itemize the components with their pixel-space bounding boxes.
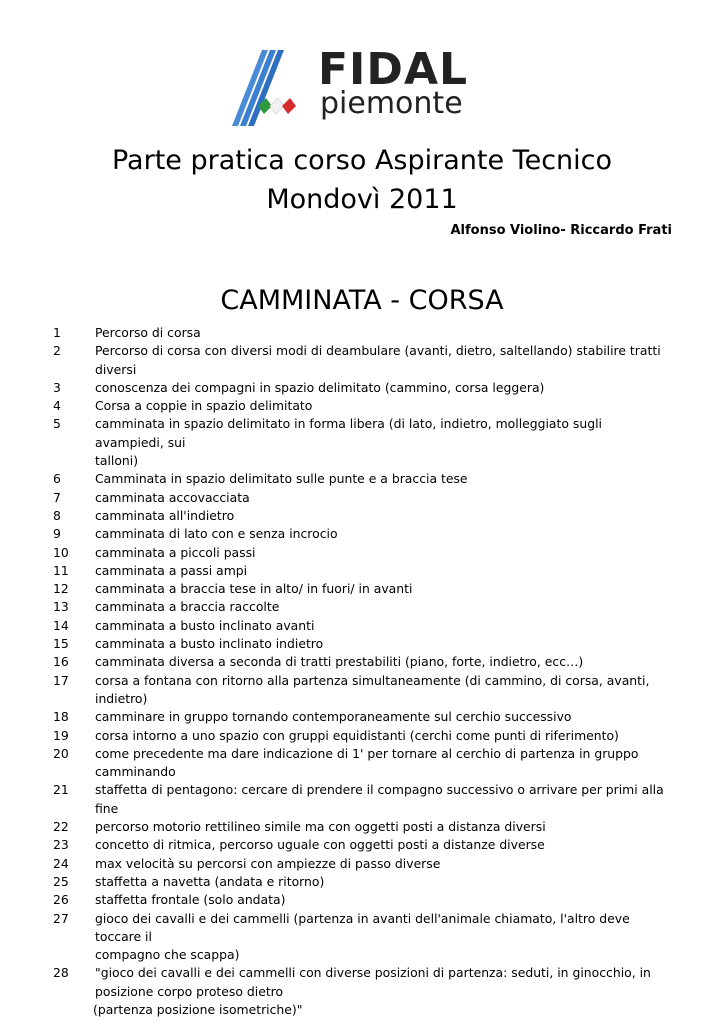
list-item-number: 15: [53, 636, 69, 652]
list-item-text: corsa a fontana con ritorno alla partenza simultaneamente (di cammino, di corsa, avanti,: [95, 672, 650, 688]
list-item-text: camminata a braccia tese in alto/ in fuori/ in avanti: [95, 581, 413, 597]
list-item: [0, 562, 724, 580]
list-item-text: camminata a busto inclinato indietro: [95, 636, 324, 652]
list-item: [0, 964, 724, 1001]
list-item: [0, 891, 724, 909]
list-item-number: 10: [53, 544, 69, 560]
list-item-text: corsa intorno a uno spazio con gruppi equidistanti (cerchi come punti di riferimento): [95, 727, 619, 743]
list-item-text: max velocità su percorsi con ampiezze di passo diverse: [95, 855, 441, 871]
list-item-number: 9: [53, 526, 61, 542]
list-item-number: 14: [53, 617, 69, 633]
list-item: [0, 635, 724, 653]
list-item: [0, 415, 724, 470]
list-item-text: gioco dei cavalli e dei cammelli (partenza in avanti dell'animale chiamato, l'altro deve toccare il: [95, 910, 630, 944]
list-item-text-continued: indietro): [95, 690, 148, 706]
list-item-number: 20: [53, 745, 69, 761]
list-item: [0, 836, 724, 854]
list-item: [0, 470, 724, 488]
list-item: [0, 598, 724, 616]
list-item-text: Percorso di corsa con diversi modi di deambulare (avanti, dietro, saltellando) stabilire tratti: [95, 343, 661, 359]
list-item-number: 6: [53, 471, 61, 487]
list-item-text: camminata a busto inclinato avanti: [95, 617, 315, 633]
list-item-text-continued: talloni): [95, 453, 139, 469]
list-item-text-continued: compagno che scappa): [95, 947, 240, 963]
list-item-number: 18: [53, 709, 69, 725]
list-item-number: 19: [53, 727, 69, 743]
list-item-number: 1: [53, 325, 61, 340]
list-item: [0, 653, 724, 671]
list-item-text: staffetta frontale (solo andata): [95, 892, 286, 908]
list-item: [0, 617, 724, 635]
authors: Alfonso Violino- Riccardo Frati: [450, 223, 672, 238]
list-item-text: camminata di lato con e senza incrocio: [95, 526, 338, 542]
list-item-number: 2: [53, 343, 61, 359]
list-item: [0, 489, 724, 507]
list-item-number: 21: [53, 782, 69, 798]
list-item-text: camminata in spazio delimitato in forma libera (di lato, indietro, molleggiato sugli avampiedi, sui: [95, 416, 602, 450]
trailing-line: (partenza posizione isometriche)": [93, 1001, 303, 1017]
list-item: [0, 507, 724, 525]
list-item-trailing: [0, 1001, 724, 1019]
list-item-number: 13: [53, 599, 69, 615]
list-item-text: "gioco dei cavalli e dei cammelli con diverse posizioni di partenza: seduti, in ginocchio, in: [95, 965, 651, 981]
list-item-number: 8: [53, 507, 61, 523]
list-item: [0, 379, 724, 397]
fidal-logo: [232, 46, 502, 130]
list-item-text: camminata accovacciata: [95, 489, 250, 505]
list-item-number: 17: [53, 672, 69, 688]
list-item: [0, 525, 724, 543]
list-item-text: staffetta a navetta (andata e ritorno): [95, 873, 325, 889]
list-item-text: staffetta di pentagono: cercare di prendere il compagno successivo o arrivare per primi alla fine: [95, 782, 664, 816]
list-item-text-continued: camminando: [95, 764, 176, 780]
list-item-number: 22: [53, 819, 69, 835]
list-item: [0, 324, 724, 342]
list-item-text: percorso motorio rettilineo simile ma con oggetti posti a distanza diversi: [95, 819, 546, 835]
list-item-number: 25: [53, 873, 69, 889]
list-item-number: 26: [53, 892, 69, 908]
list-item: [0, 544, 724, 562]
exercise-list: [0, 324, 724, 1019]
list-item: [0, 910, 724, 965]
list-item: [0, 855, 724, 873]
list-item: [0, 580, 724, 598]
logo-brand-text: FIDAL: [318, 44, 469, 95]
list-item-text: camminare in gruppo tornando contemporaneamente sul cerchio successivo: [95, 709, 572, 725]
page-title-line-2: Mondovì 2011: [266, 184, 458, 215]
list-item-number: 3: [53, 379, 61, 395]
list-item: [0, 818, 724, 836]
list-item-text: come precedente ma dare indicazione di 1' per tornare al cerchio di partenza in gruppo: [95, 745, 639, 761]
list-item-number: 12: [53, 581, 69, 597]
list-item-text: Camminata in spazio delimitato sulle punte e a braccia tese: [95, 471, 468, 487]
list-item: [0, 727, 724, 745]
list-item-number: 5: [53, 416, 61, 432]
list-item-text: camminata diversa a seconda di tratti prestabiliti (piano, forte, indietro, ecc…): [95, 654, 584, 670]
list-item: [0, 672, 724, 709]
list-item-text: conoscenza dei compagni in spazio delimitato (cammino, corsa leggera): [95, 379, 545, 395]
logo-stripes-icon: [232, 46, 316, 130]
list-item-number: 11: [53, 562, 69, 578]
list-item: [0, 781, 724, 818]
list-item-text: camminata a piccoli passi: [95, 544, 256, 560]
list-item-number: 23: [53, 837, 69, 853]
logo-region-text: piemonte: [320, 86, 463, 121]
page-title-line-1: Parte pratica corso Aspirante Tecnico: [111, 145, 613, 176]
list-item-number: 7: [53, 489, 61, 505]
list-item-number: 28: [53, 965, 69, 981]
list-item-number: 16: [53, 654, 69, 670]
list-item: [0, 397, 724, 415]
list-item-text-continued: posizione corpo proteso dietro: [95, 983, 284, 999]
list-item-text: concetto di ritmica, percorso uguale con oggetti posti a distanze diverse: [95, 837, 545, 853]
list-item-text: Percorso di corsa: [95, 325, 201, 340]
list-item: [0, 745, 724, 782]
list-item-text: camminata a braccia raccolte: [95, 599, 280, 615]
list-item-text: camminata a passi ampi: [95, 562, 248, 578]
list-item-number: 27: [53, 910, 69, 926]
list-item: [0, 708, 724, 726]
list-item-text: Corsa a coppie in spazio delimitato: [95, 398, 313, 414]
list-item-text: camminata all'indietro: [95, 507, 235, 523]
section-title: CAMMINATA - CORSA: [220, 285, 504, 316]
list-item-text-continued: diversi: [95, 361, 137, 377]
list-item-number: 4: [53, 398, 61, 414]
list-item: [0, 342, 724, 379]
list-item-number: 24: [53, 855, 69, 871]
list-item: [0, 873, 724, 891]
